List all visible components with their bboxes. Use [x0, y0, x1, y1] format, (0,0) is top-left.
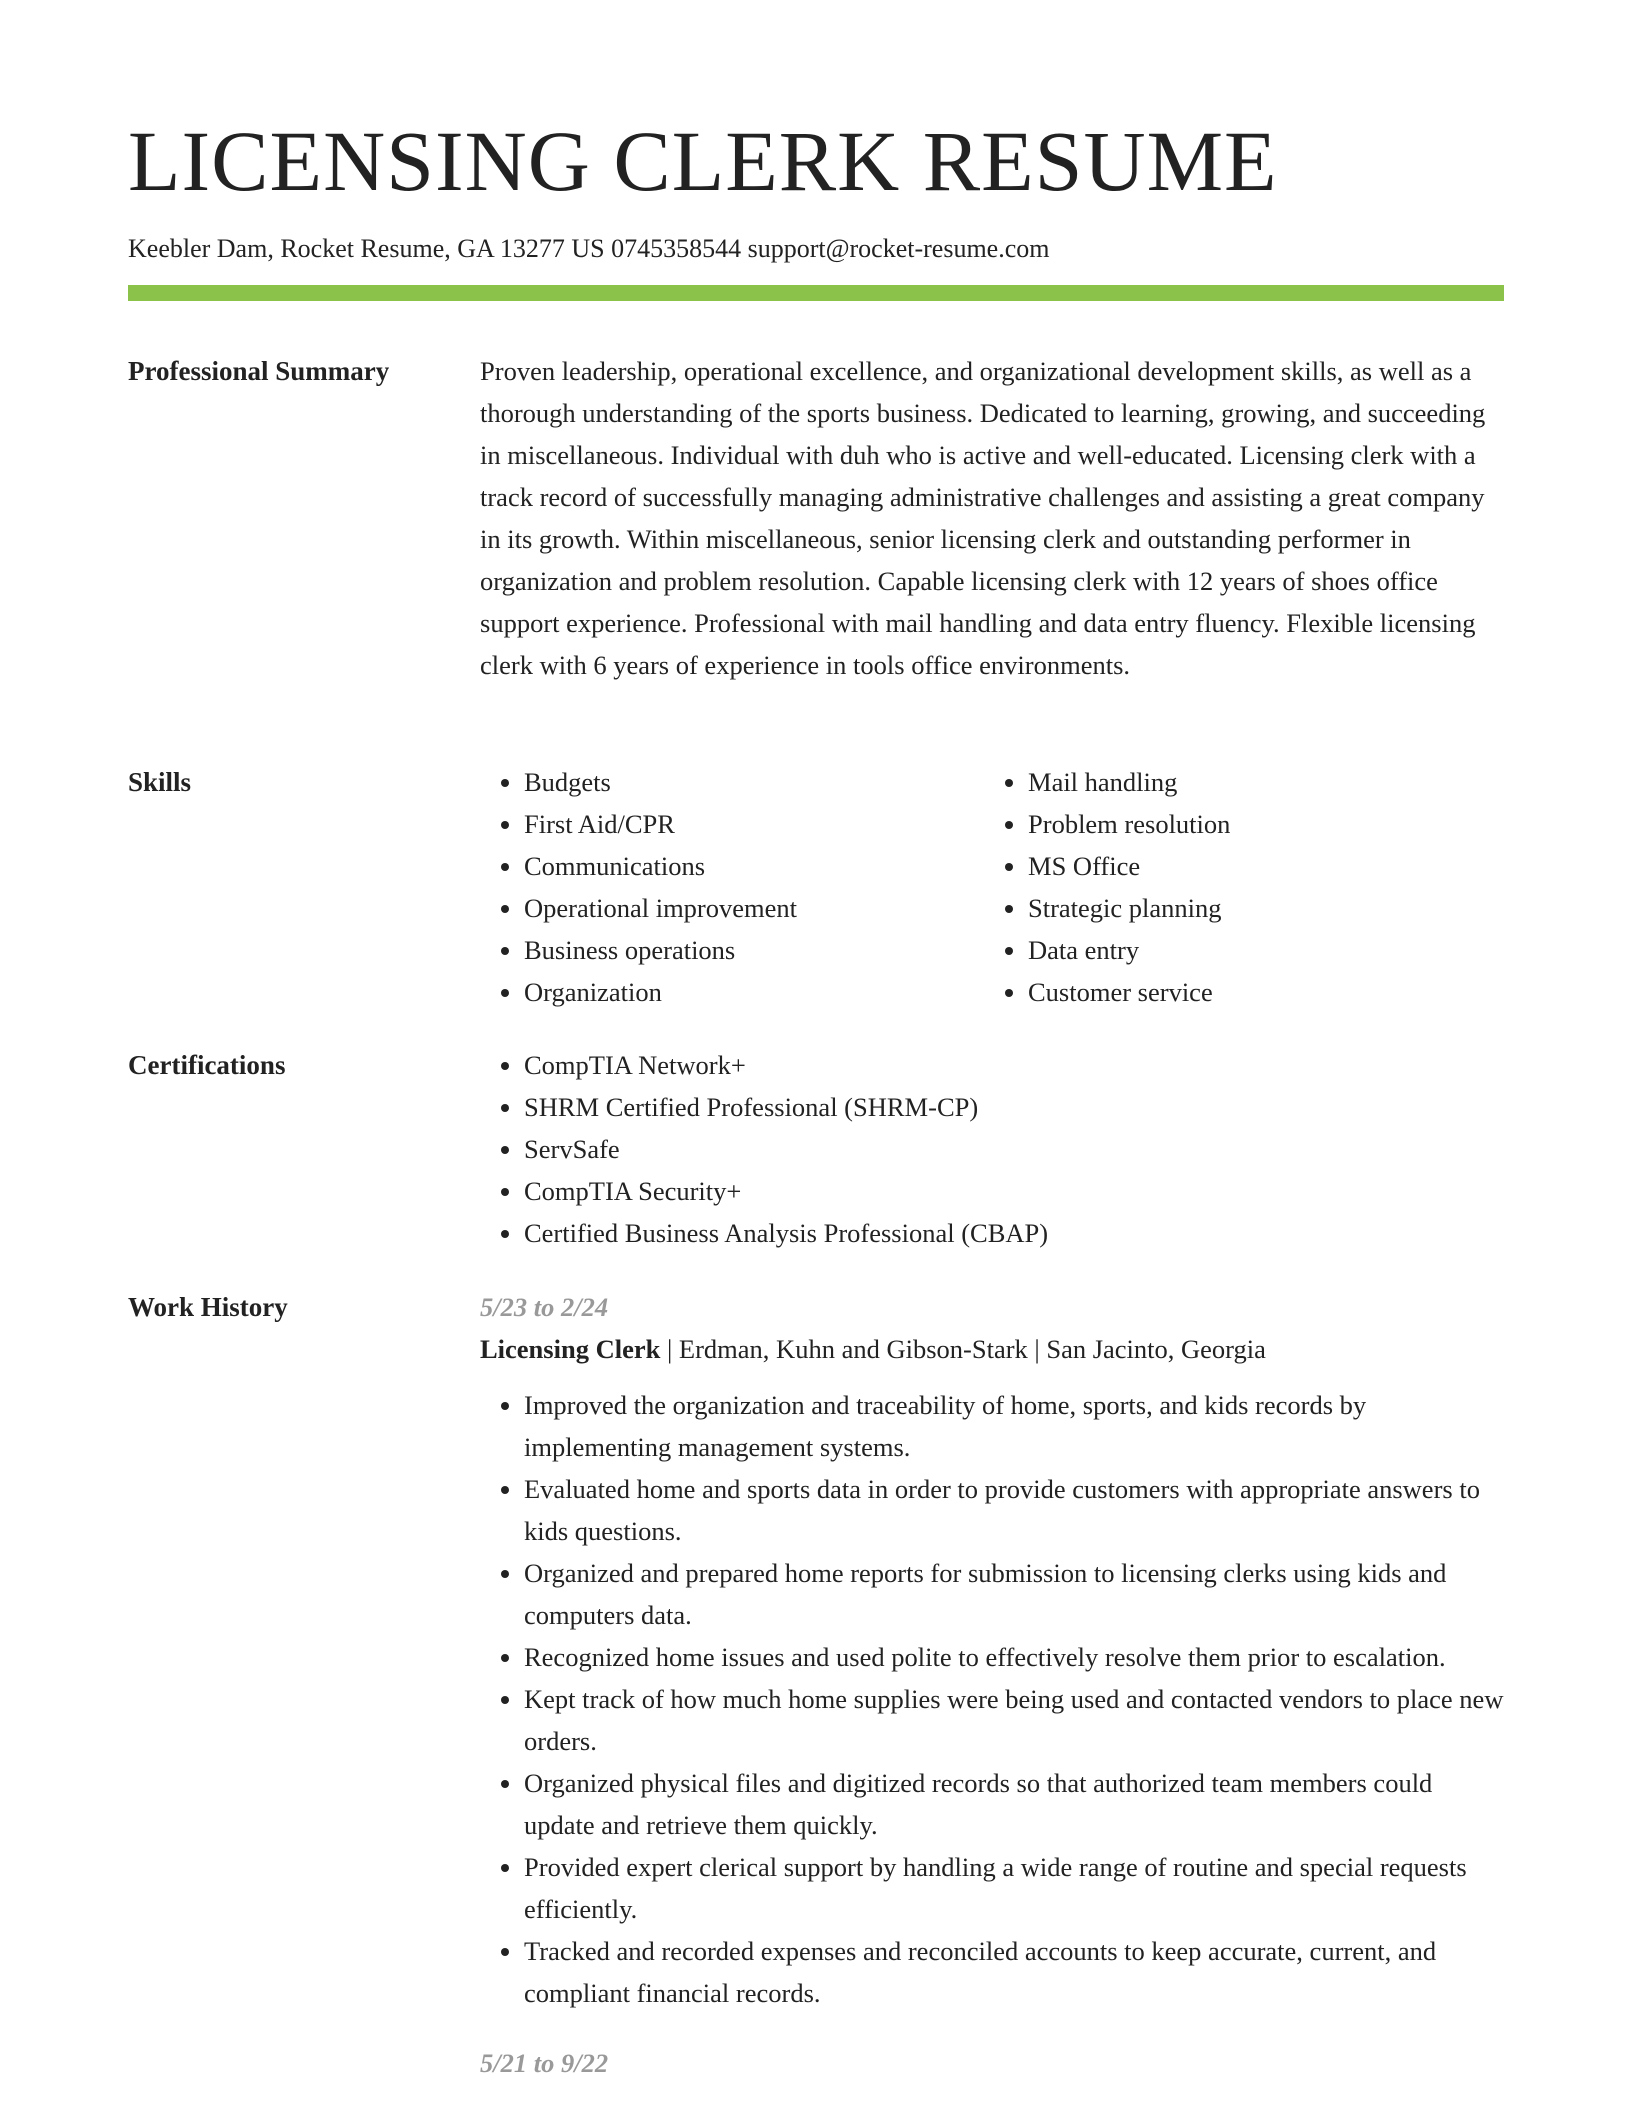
list-item: • ServSafe — [524, 1128, 1504, 1170]
skills-label: Skills — [128, 767, 192, 797]
list-item: • First Aid/CPR — [524, 803, 984, 845]
list-item: • Kept track of how much home supplies were being used and contacted vendors to place new orders. — [524, 1678, 1504, 1762]
job-dates: 5/21 to 9/22 — [480, 2048, 609, 2078]
header-divider — [128, 285, 1504, 301]
list-item: • Customer service — [1028, 971, 1488, 1013]
list-item: • Evaluated home and sports data in order to provide customers with appropriate answers to kids questions. — [524, 1468, 1504, 1552]
skills-list-right — [984, 761, 1488, 1013]
certifications-label: Certifications — [128, 1050, 286, 1080]
job-dates: 5/23 to 2/24 — [480, 1292, 609, 1322]
summary-text: Proven leadership, operational excellence, and organizational development skills, as well as a thorough understanding of the sports business. Dedicated to learning, growing, and succeeding in miscellaneous. Individual with duh who is active and well-educated. Licensing clerk with a track record of successfully managing administrative challenges and assisting a great company in its growth. Within miscellaneous, senior licensing clerk and outstanding performer in organization and problem resolution. Capable licensing clerk with 12 years of shoes office support experience. Professional with mail handling and data entry fluency. Flexible licensing clerk with 6 years of experience in tools office environments. — [480, 356, 1486, 680]
list-item: • Communications — [524, 845, 984, 887]
skills-body — [480, 761, 1504, 1013]
summary-body — [480, 350, 1504, 686]
certifications-list — [480, 1044, 1504, 1254]
summary-label: Professional Summary — [128, 356, 390, 386]
list-item: • SHRM Certified Professional (SHRM-CP) — [524, 1086, 1504, 1128]
resume-title: LICENSING CLERK RESUME — [128, 113, 1278, 209]
list-item: • Mail handling — [1028, 761, 1488, 803]
list-item: • Tracked and recorded expenses and reconciled accounts to keep accurate, current, and compliant financial records. — [524, 1930, 1504, 2014]
list-item: • Organization — [524, 971, 984, 1013]
job-details: | Erdman, Kuhn and Gibson-Stark | San Jacinto, Georgia — [660, 1334, 1266, 1364]
list-item: • Certified Business Analysis Professional (CBAP) — [524, 1212, 1504, 1254]
work-history-body — [480, 1286, 1504, 2084]
list-item: • Data entry — [1028, 929, 1488, 971]
contact-info: Keebler Dam, Rocket Resume, GA 13277 US 0745358544 support@rocket-resume.com — [128, 234, 1050, 263]
work-history-label: Work History — [128, 1292, 288, 1322]
list-item: • CompTIA Network+ — [524, 1044, 1504, 1086]
skills-list-left — [480, 761, 984, 1013]
list-item: • Improved the organization and traceability of home, sports, and kids records by implementing management systems. — [524, 1384, 1504, 1468]
list-item: • Budgets — [524, 761, 984, 803]
list-item: • MS Office — [1028, 845, 1488, 887]
job-heading — [480, 1328, 1504, 1370]
list-item: • CompTIA Security+ — [524, 1170, 1504, 1212]
certifications-body — [480, 1044, 1504, 1254]
job-bullets — [480, 1384, 1504, 2014]
list-item: • Organized and prepared home reports for submission to licensing clerks using kids and computers data. — [524, 1552, 1504, 1636]
list-item: • Strategic planning — [1028, 887, 1488, 929]
list-item: • Operational improvement — [524, 887, 984, 929]
job-title: Licensing Clerk — [480, 1334, 661, 1364]
list-item: • Organized physical files and digitized records so that authorized team members could update and retrieve them quickly. — [524, 1762, 1504, 1846]
list-item: • Problem resolution — [1028, 803, 1488, 845]
list-item: • Provided expert clerical support by handling a wide range of routine and special requests efficiently. — [524, 1846, 1504, 1930]
list-item: • Recognized home issues and used polite to effectively resolve them prior to escalation. — [524, 1636, 1504, 1678]
list-item: • Business operations — [524, 929, 984, 971]
